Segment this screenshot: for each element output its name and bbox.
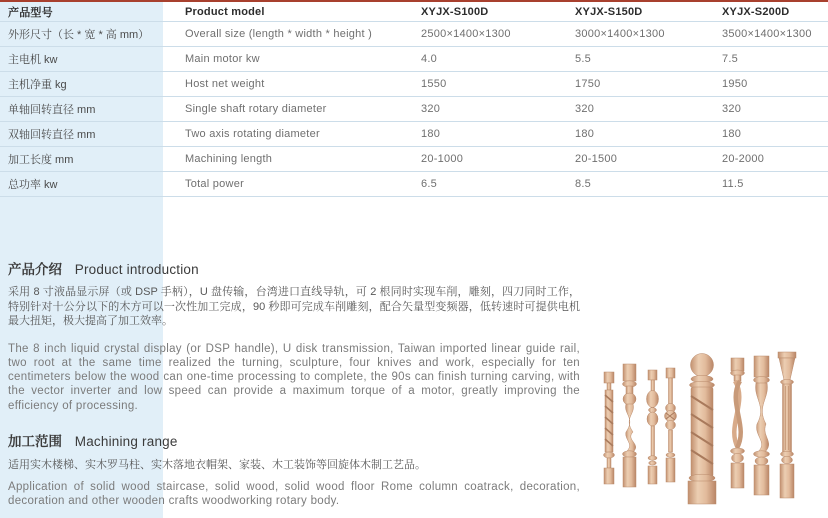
row-label-en: Overall size (length * width * height ) (185, 28, 373, 40)
range-paragraph-en: Application of solid wood staircase, solid wood, solid wood floor Rome column coatrack, decoration, decoration and other wooden crafts woodworking rotary body. (8, 480, 580, 507)
row-value-3: 180 (722, 128, 742, 140)
section-heading-cn: 产品介绍 (8, 262, 62, 277)
row-value-3: 3500×1400×1300 (722, 28, 812, 40)
introduction-paragraph-en: The 8 inch liquid crystal display (or DSP handle), U disk transmission, Taiwan imported linear guide rail, two root at the same time realized the turning, sculpture, four knives and work, especially for ten centimeters below the wood can one-time processing to complete, the 90s can finish turning carving, with the vector inverter and low speed can provide a maximum torque of a motor, greatly improving the efficiency of processing. (8, 342, 580, 412)
table-row (0, 147, 828, 172)
row-label-en: Machining length (185, 153, 273, 165)
row-value-3: 20-2000 (722, 153, 765, 165)
row-label-en: Host net weight (185, 78, 265, 90)
table-header-row (0, 2, 828, 22)
baluster-image-3 (647, 370, 659, 484)
row-label-en: Two axis rotating diameter (185, 128, 320, 140)
table-row (0, 72, 828, 97)
row-label-cn: 单轴回转直径 mm (8, 104, 96, 116)
row-label-cn: 加工长度 mm (8, 154, 74, 166)
machining-range-section (8, 430, 580, 508)
row-label-cn: 主机净重 kg (8, 79, 67, 91)
row-value-2: 3000×1400×1300 (575, 28, 665, 40)
row-value-3: 1950 (722, 78, 748, 90)
row-label-en: Main motor kw (185, 53, 260, 65)
row-label-cn: 双轴回转直径 mm (8, 129, 96, 141)
baluster-image-2 (623, 364, 637, 487)
row-value-2: 5.5 (575, 53, 592, 65)
row-value-1: 20-1000 (421, 153, 464, 165)
row-value-1: 4.0 (421, 53, 438, 65)
row-value-1: 2500×1400×1300 (421, 28, 511, 40)
wood-balusters-illustration (596, 340, 802, 516)
row-value-2: 320 (575, 103, 595, 115)
section-heading (8, 258, 580, 278)
product-introduction-section (8, 258, 580, 413)
range-paragraph-cn: 适用实木楼梯、实木罗马柱、实木落地衣帽架、家装、木工装饰等回旋体木制工艺品。 (8, 459, 426, 471)
row-label-cn: 主电机 kw (8, 54, 58, 66)
table-row (0, 97, 828, 122)
row-label-cn: 外形尺寸（长 * 宽 * 高 mm） (8, 29, 150, 41)
model-name-1: XYJX-S100D (421, 5, 489, 18)
row-value-1: 320 (421, 103, 441, 115)
baluster-gallery-image (596, 340, 802, 516)
table-row (0, 47, 828, 72)
row-label-cn: 总功率 kw (8, 179, 58, 191)
row-value-2: 8.5 (575, 178, 592, 190)
row-value-2: 20-1500 (575, 153, 618, 165)
header-en: Product model (185, 5, 265, 18)
section-heading (8, 430, 580, 450)
row-value-3: 7.5 (722, 53, 739, 65)
section-heading-cn: 加工范围 (8, 434, 62, 449)
baluster-image-8 (778, 352, 796, 498)
spec-table (0, 2, 828, 197)
row-value-3: 320 (722, 103, 742, 115)
model-name-2: XYJX-S150D (575, 5, 643, 18)
section-heading-en: Machining range (74, 434, 178, 449)
model-name-3: XYJX-S200D (722, 5, 790, 18)
table-row (0, 122, 828, 147)
row-label-en: Total power (185, 178, 245, 190)
baluster-image-6 (731, 358, 745, 488)
row-value-1: 6.5 (421, 178, 438, 190)
baluster-image-1 (604, 372, 615, 484)
row-value-3: 11.5 (722, 178, 744, 190)
table-row (0, 22, 828, 47)
row-value-1: 1550 (421, 78, 447, 90)
baluster-image-7 (754, 356, 770, 495)
row-label-en: Single shaft rotary diameter (185, 103, 327, 115)
section-heading-en: Product introduction (74, 262, 199, 277)
baluster-image-5 (688, 354, 716, 505)
table-row (0, 172, 828, 197)
baluster-image-4 (665, 368, 677, 482)
introduction-paragraph-cn: 采用 8 寸液晶显示屏（或 DSP 手柄），U 盘传输，台湾进口直线导轨，可 2 根同时实现车削，雕刻，四刀同时工作，特别针对十公分以下的木方可以一次性加工完成，90 秒即可完成车削雕刻，配合矢量型变频器，低转速时可提供电机最大扭矩，极大提高了加工效率。 (8, 286, 580, 327)
row-value-2: 1750 (575, 78, 601, 90)
row-value-2: 180 (575, 128, 595, 140)
header-cn: 产品型号 (8, 6, 53, 19)
row-value-1: 180 (421, 128, 441, 140)
